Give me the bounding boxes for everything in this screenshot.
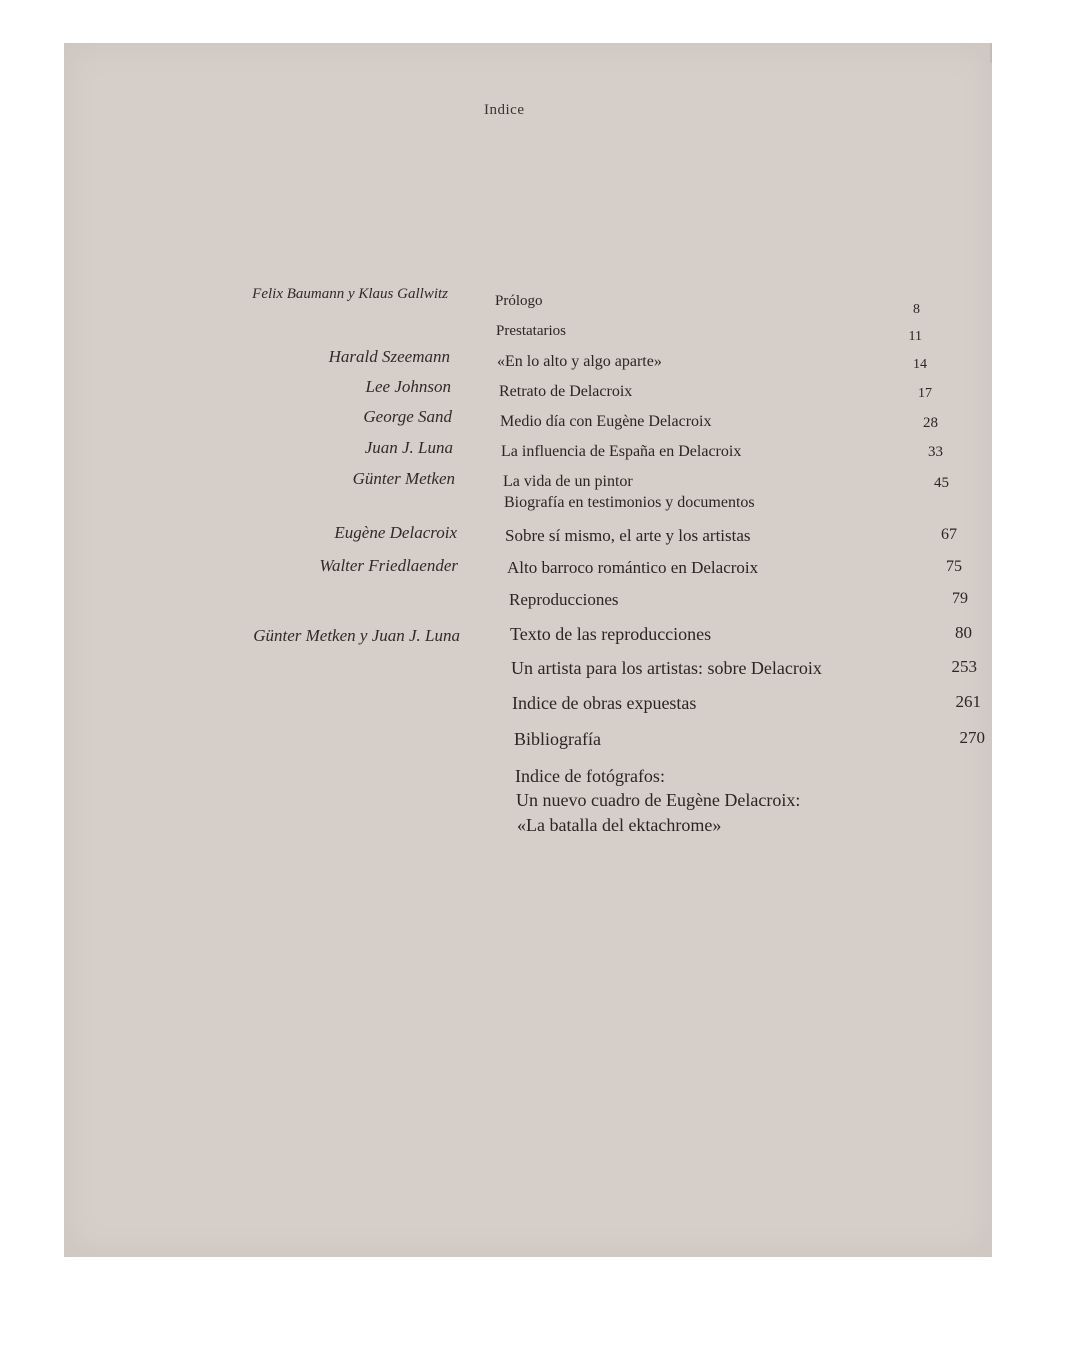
entry-page-number: 80 xyxy=(955,623,972,642)
entry-title: La influencia de España en Delacroix xyxy=(501,443,742,460)
entry-page-number: 33 xyxy=(928,444,943,460)
entry-title: Indice de fotógrafos: xyxy=(515,766,665,786)
entry-title-line3: «La batalla del ektachrome» xyxy=(517,815,722,835)
entry-title-line2: Biografía en testimonios y documentos xyxy=(504,494,755,511)
entry-title: Un artista para los artistas: sobre Delacroix xyxy=(511,658,822,678)
author-metken: Günter Metken xyxy=(352,469,455,488)
entry-title: Texto de las reproducciones xyxy=(510,624,712,644)
entry-page-number: 253 xyxy=(951,657,977,676)
entry-title: Bibliografía xyxy=(514,729,601,749)
author-delacroix: Eugène Delacroix xyxy=(334,523,457,542)
entry-page-number: 67 xyxy=(941,526,957,543)
entry-title: La vida de un pintor xyxy=(503,473,633,490)
entry-title: «En lo alto y algo aparte» xyxy=(497,353,662,370)
entry-page-number: 11 xyxy=(908,329,922,344)
entry-title: Alto barroco romántico en Delacroix xyxy=(507,558,759,577)
author-metken-luna: Günter Metken y Juan J. Luna xyxy=(253,626,460,645)
entry-title: Reproducciones xyxy=(509,590,619,609)
entry-page-number: 17 xyxy=(918,386,932,401)
entry-title: Sobre sí mismo, el arte y los artistas xyxy=(505,526,751,545)
entry-title: Medio día con Eugène Delacroix xyxy=(500,413,712,430)
author-friedlaender: Walter Friedlaender xyxy=(319,556,458,575)
author-szeemann: Harald Szeemann xyxy=(328,347,450,366)
author-sand: George Sand xyxy=(363,407,452,426)
entry-title: Prólogo xyxy=(495,293,543,309)
entry-title: Prestatarios xyxy=(496,323,566,339)
entry-page-number: 270 xyxy=(959,728,985,747)
page-heading: Indice xyxy=(484,102,525,118)
book-page xyxy=(64,43,992,1257)
entry-title: Indice de obras expuestas xyxy=(512,693,697,713)
entry-page-number: 45 xyxy=(934,475,949,491)
author-johnson: Lee Johnson xyxy=(365,377,451,396)
entry-page-number: 75 xyxy=(946,558,962,575)
page-edge xyxy=(990,43,992,63)
entry-page-number: 28 xyxy=(923,415,938,431)
author-baumann-gallwitz: Felix Baumann y Klaus Gallwitz xyxy=(252,286,448,302)
entry-title-line2: Un nuevo cuadro de Eugène Delacroix: xyxy=(516,790,801,810)
entry-page-number: 14 xyxy=(913,357,927,372)
entry-page-number: 261 xyxy=(955,692,981,711)
entry-page-number: 8 xyxy=(913,302,920,317)
entry-page-number: 79 xyxy=(952,590,968,607)
author-luna: Juan J. Luna xyxy=(364,438,453,457)
entry-title: Retrato de Delacroix xyxy=(499,383,633,400)
